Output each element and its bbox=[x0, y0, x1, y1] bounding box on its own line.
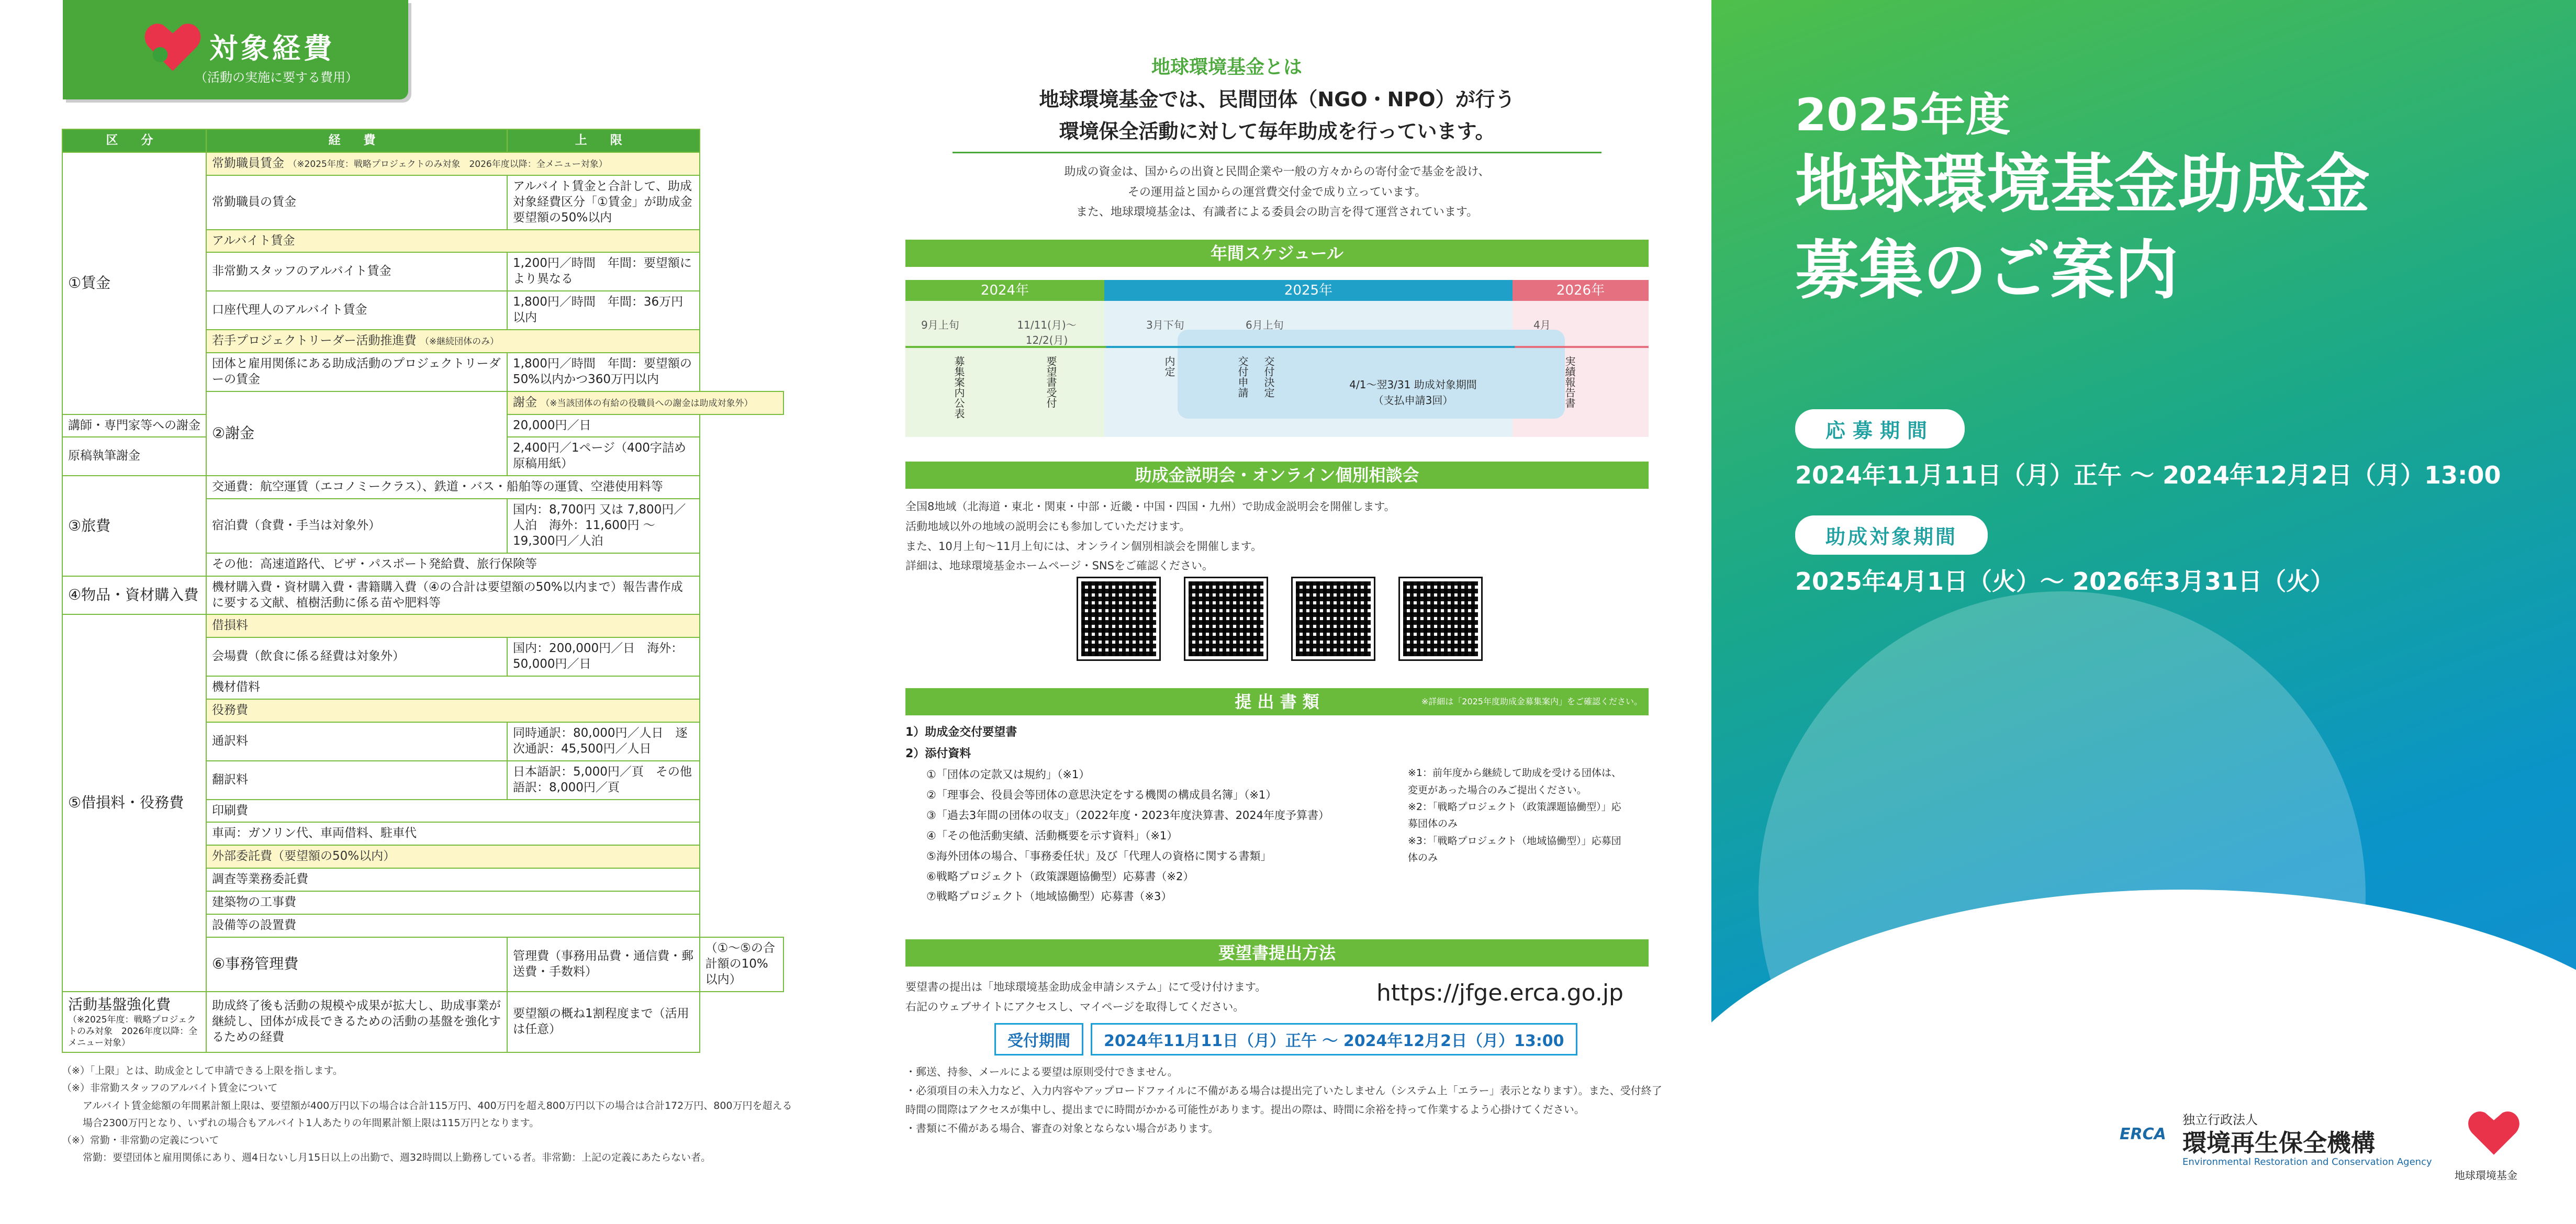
docs-list bbox=[905, 722, 1649, 907]
subheader-cell: 常勤職員賃金 （※2025年度：戦略プロジェクトのみ対象 2026年度以降：全メニュー対象） bbox=[206, 152, 700, 175]
about-paragraph: 助成の資金は、国からの出資と民間企業や一般の方々からの寄付金で基金を設け、 その運用益と国からの運営費交付金で成り立っています。 また、地球環境基金は、有識者による委員会の助言を得て運営されています。 bbox=[1064, 165, 1490, 219]
year-label: 2024年 bbox=[905, 280, 1104, 301]
apply-label: 応募期間 bbox=[1795, 409, 1965, 448]
table-cell: その他：高速道路代、ビザ・パスポート発給費、旅行保険等 bbox=[206, 553, 700, 576]
table-cell: 2,400円／1ページ（400字詰め原稿用紙） bbox=[507, 437, 700, 476]
fund-logo-icon bbox=[2460, 1104, 2528, 1162]
table-cell: 翻訳料 bbox=[206, 761, 507, 800]
cover-year: 2025年度 bbox=[1795, 89, 2011, 141]
schedule-title: 年間スケジュール bbox=[905, 240, 1649, 267]
table-cell: 講師・専門家等への謝金 bbox=[62, 414, 206, 437]
website-link[interactable]: https://jfge.erca.go.jp bbox=[1376, 980, 1623, 1006]
table-cell: 宿泊費（食費・手当は対象外） bbox=[206, 499, 507, 553]
table-cell: 非常勤スタッフのアルバイト賃金 bbox=[206, 252, 507, 291]
year-label: 2025年 bbox=[1104, 280, 1513, 301]
table-cell: 建築物の工事費 bbox=[206, 891, 700, 914]
qr-code-facebook[interactable] bbox=[1400, 578, 1481, 659]
doc-note: ※2：「戦略プロジェクト（政策課題協働型）」応募団体のみ bbox=[1408, 801, 1621, 830]
table-cell: 会場費（飲食に係る経費は対象外） bbox=[206, 637, 507, 676]
org-name-en: Environmental Restoration and Conservation Agency bbox=[2182, 1156, 2432, 1167]
lead-text: 地球環境基金では、民間団体（NGO・NPO）が行う 環境保全活動に対して毎年助成を行っています。 bbox=[1039, 88, 1515, 143]
col-header: 経 費 bbox=[206, 129, 507, 152]
doc-item: 2）添付資料 bbox=[905, 747, 971, 760]
table-cell: 要望額の概ね1割程度まで（活用は任意） bbox=[507, 992, 700, 1053]
category-cell: ⑥事務管理費 bbox=[206, 937, 507, 992]
month-label: 3月下旬 bbox=[1146, 319, 1184, 331]
cost-table bbox=[62, 129, 784, 1053]
table-cell: 1,800円／時間 年間：36万円以内 bbox=[507, 291, 700, 330]
seminar-title: 助成金説明会・オンライン個別相談会 bbox=[905, 462, 1649, 489]
doc-note: ※1：前年度から継続して助成を受ける団体は、変更があった場合のみご提出ください。 bbox=[1408, 767, 1622, 796]
table-cell: 印刷費 bbox=[206, 800, 700, 823]
org-name: 環境再生保全機構 bbox=[2182, 1129, 2375, 1157]
cover-title: 地球環境基金助成金 募集のご案内 bbox=[1795, 147, 2370, 308]
category-cell: ③旅費 bbox=[62, 476, 206, 576]
org-small: 独立行政法人 bbox=[2182, 1113, 2258, 1127]
year-label: 2026年 bbox=[1513, 280, 1649, 301]
receipt-value: 2024年11月11日（月）正午 ～ 2024年12月2日（月）13:00 bbox=[1091, 1023, 1577, 1055]
note-line: （※）常勤・非常勤の定義について bbox=[62, 1135, 219, 1146]
receipt-label: 受付期間 bbox=[994, 1023, 1083, 1055]
col-header: 区 分 bbox=[62, 129, 206, 152]
table-cell: 国内：200,000円／日 海外：50,000円／日 bbox=[507, 637, 700, 676]
note-line: 常勤：要望団体と雇用関係にあり、週4日ないし月15日以上の出勤で、週32時間以上勤務している者。非常勤：上記の定義にあたらない者。 bbox=[83, 1152, 711, 1164]
category-cell: ⑤借損料・役務費 bbox=[62, 614, 206, 991]
qr-code-web[interactable] bbox=[1078, 578, 1159, 659]
period-label: 助成対象期間 bbox=[1795, 515, 1988, 555]
subheader-cell: 若手プロジェクトリーダー活動推進費 （※継続団体のみ） bbox=[206, 330, 700, 353]
section-subtitle: （活動の実施に要する費用） bbox=[195, 70, 358, 85]
method-title: 要望書提出方法 bbox=[905, 939, 1649, 967]
note-line: （※）非常勤スタッフのアルバイト賃金について bbox=[62, 1082, 278, 1094]
doc-item: ③「過去3年間の団体の収支」（2022年度・2023年度決算書、2024年度予算書） bbox=[926, 809, 1330, 822]
month-label: 9月上旬 bbox=[921, 319, 959, 331]
doc-item: ④「その他活動実績、活動概要を示す資料」（※1） bbox=[926, 829, 1178, 842]
period-label: 4/1～翌3/31 助成対象期間 （支払申請3回） bbox=[1349, 378, 1477, 407]
table-cell: 20,000円／日 bbox=[507, 414, 700, 437]
apply-date: 2024年11月11日（月）正午 ～ 2024年12月2日（月）13:00 bbox=[1795, 461, 2501, 489]
col-header: 上 限 bbox=[507, 129, 700, 152]
table-cell: 機材購入費・資材購入費・書籍購入費（④の合計は要望額の50%以内まで）報告書作成に要する文献、植樹活動に係る苗や肥料等 bbox=[206, 576, 700, 615]
doc-item: ⑦戦略プロジェクト（地域協働型）応募書（※3） bbox=[926, 890, 1172, 903]
method-text: 要望書の提出は「地球環境基金助成金申請システム」にて受け付けます。 右記のウェブサイトにアクセスし、マイページを取得してください。 bbox=[905, 981, 1267, 1013]
erca-logo: ERCA bbox=[2120, 1125, 2166, 1143]
note-line: （※）「上限」とは、助成金として申請できる上限を指します。 bbox=[62, 1065, 343, 1076]
category-cell: ④物品・資材購入費 bbox=[62, 576, 206, 615]
period-date: 2025年4月1日（火）～ 2026年3月31日（火） bbox=[1795, 567, 2335, 596]
table-cell: 通訳料 bbox=[206, 722, 507, 761]
subheader-cell: 外部委託費（要望額の50%以内） bbox=[206, 845, 700, 868]
event-label: 交付申請 bbox=[1236, 356, 1249, 398]
doc-note: ※3：「戦略プロジェクト（地域協働型）」応募団体のみ bbox=[1408, 835, 1621, 863]
note-line: アルバイト賃金総額の年間累計額上限は、要望額が400万円以下の場合は合計115万円、400万円を超え800万円以下の場合は合計172万円、800万円を超える場合2300万円となり、いずれの場合もアルバイト1人あたりの年間累計額上限は115万円となります。 bbox=[83, 1099, 792, 1129]
fund-name: 地球環境基金 bbox=[2455, 1169, 2517, 1182]
info-panel bbox=[848, 0, 1711, 1224]
divider bbox=[953, 152, 1601, 153]
table-cell: 設備等の設置費 bbox=[206, 914, 700, 937]
schedule-timeline bbox=[905, 280, 1649, 437]
docs-title: 提 出 書 類 ※詳細は「2025年度助成金募集案内」をご確認ください。 bbox=[905, 688, 1649, 715]
table-cell: 調査等業務委託費 bbox=[206, 868, 700, 891]
category-cell: ②謝金 bbox=[206, 391, 507, 476]
subheader-cell: 謝金 （※当該団体の有給の役職員への謝金は助成対象外） bbox=[507, 391, 783, 414]
table-cell: 1,200円／時間 年間：要望額により異なる bbox=[507, 252, 700, 291]
month-label: 6月上旬 bbox=[1246, 319, 1284, 331]
table-cell: 国内：8,700円 又は 7,800円／人泊 海外：11,600円 ～ 19,300円／人泊 bbox=[507, 499, 700, 553]
category-cell: 活動基盤強化費 （※2025年度：戦略プロジェクトのみ対象 2026年度以降：全メニュー対象） bbox=[62, 992, 206, 1053]
event-label: 交付決定 bbox=[1262, 356, 1275, 398]
table-cell: 助成終了後も活動の規模や成果が拡大し、助成事業が継続し、団体が成長できるための活動の基盤を強化するための経費 bbox=[206, 992, 507, 1053]
table-cell: 常勤職員の賃金 bbox=[206, 175, 507, 230]
category-cell: ①賃金 bbox=[62, 152, 206, 414]
cost-panel bbox=[0, 0, 848, 1224]
subheader-cell: 借損料 bbox=[206, 614, 700, 637]
about-title: 地球環境基金とは bbox=[1151, 57, 1303, 78]
table-cell: 同時通訳：80,000円／人日 逐次通訳：45,500円／人日 bbox=[507, 722, 700, 761]
section-tag bbox=[63, 0, 408, 99]
subheader-cell: 役務費 bbox=[206, 699, 700, 722]
table-cell: 管理費（事務用品費・通信費・郵送費・手数料） bbox=[507, 937, 700, 992]
event-label: 要望書受付 bbox=[1045, 356, 1057, 408]
qr-code-instagram[interactable] bbox=[1293, 578, 1374, 659]
table-cell: 交通費：航空運賃（エコノミークラス）、鉄道・バス・船舶等の運賃、空港使用料等 bbox=[206, 476, 700, 499]
event-label: 実績報告書 bbox=[1563, 356, 1576, 408]
cover-panel bbox=[1711, 0, 2576, 1224]
section-title: 対象経費 bbox=[209, 32, 335, 65]
method-notes: ・郵送、持参、メールによる要望は原則受付できません。 ・必須項目の未入力など、入力内容やアップロードファイルに不備がある場合は提出完了いたしません（システム上「エラー」表示となります）。また、受付終了時間の間際はアクセスが集中し、提出までに時間がかかる可能性があります。提出の際は、時間に余裕を持って作業するよう心掛けてください。 ・書類に不備がある場合、審査の対象とならない場合があります。 bbox=[905, 1065, 1662, 1135]
doc-item: ①「団体の定款又は規約」（※1） bbox=[926, 768, 1090, 781]
table-cell: 団体と雇用関係にある助成活動のプロジェクトリーダーの賃金 bbox=[206, 353, 507, 391]
qr-code-x[interactable] bbox=[1185, 578, 1267, 659]
table-cell: 日本語訳：5,000円／頁 その他語訳：8,000円／頁 bbox=[507, 761, 700, 800]
table-cell: 口座代理人のアルバイト賃金 bbox=[206, 291, 507, 330]
event-label: 募集案内公表 bbox=[953, 356, 965, 419]
notes bbox=[62, 1062, 794, 1167]
doc-item: ⑥戦略プロジェクト（政策課題協働型）応募書（※2） bbox=[926, 870, 1194, 883]
month-label: 11/11(月)～12/2(月) bbox=[1017, 319, 1077, 346]
subheader-cell: アルバイト賃金 bbox=[206, 230, 700, 253]
table-cell: （①～⑤の合計額の10%以内） bbox=[700, 937, 783, 992]
table-cell: 1,800円／時間 年間：要望額の50%以内かつ360万円以内 bbox=[507, 353, 700, 391]
table-cell: アルバイト賃金と合計して、助成対象経費区分「①賃金」が助成金要望額の50%以内 bbox=[507, 175, 700, 230]
event-label: 内定 bbox=[1163, 356, 1175, 377]
receipt-period bbox=[994, 1023, 1577, 1055]
table-cell: 機材借料 bbox=[206, 676, 700, 699]
doc-item: 1）助成金交付要望書 bbox=[905, 726, 1017, 739]
seminar-text: 全国8地域（北海道・東北・関東・中部・近畿・中国・四国・九州）で助成金説明会を開催します。 活動地域以外の地域の説明会にも参加していただけます。 また、10月上旬～11月上旬には、オンライン個別相談会を開催します。 詳細は、地球環境基金ホームページ・SNSをご確認ください。 bbox=[905, 500, 1395, 572]
doc-item: ⑤海外団体の場合、「事務委任状」及び「代理人の資格に関する書類」 bbox=[926, 849, 1272, 862]
month-label: 4月 bbox=[1533, 319, 1551, 331]
table-cell: 車両：ガソリン代、車両借料、駐車代 bbox=[206, 822, 700, 845]
doc-item: ②「理事会、役員会等団体の意思決定をする機関の構成員名簿」（※1） bbox=[926, 789, 1277, 802]
table-cell: 原稿執筆謝金 bbox=[62, 437, 206, 476]
